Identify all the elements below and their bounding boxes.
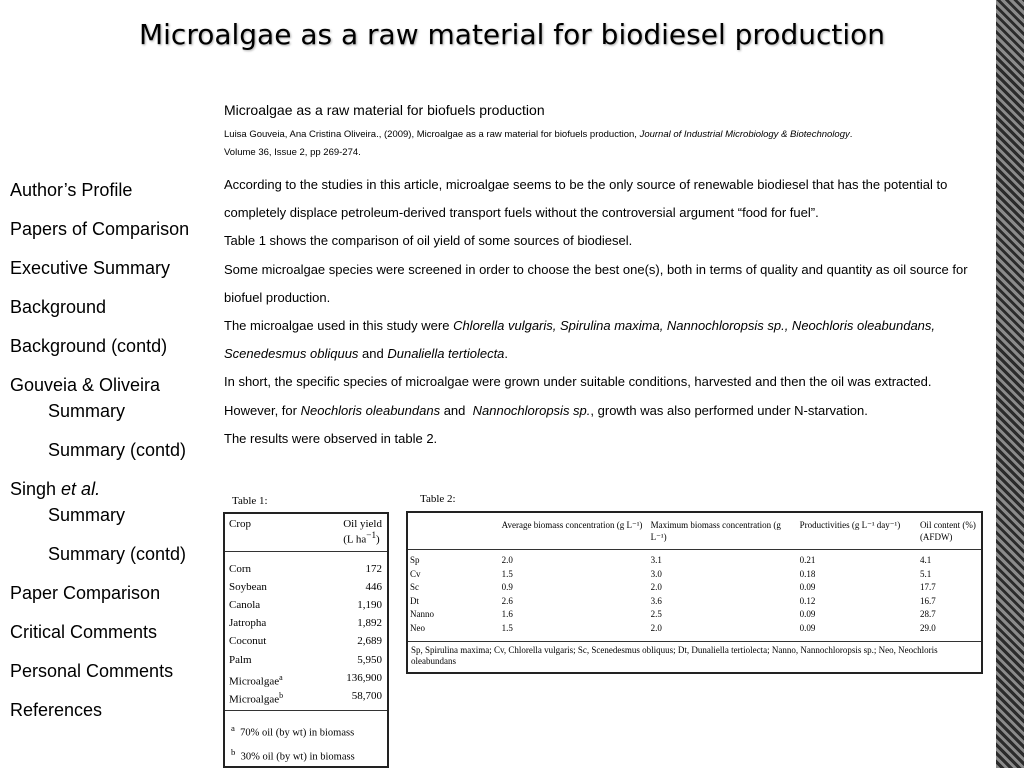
- nav-item-background-contd[interactable]: Background (contd): [10, 336, 168, 356]
- crop-cell: Corn: [229, 562, 251, 575]
- species-name: Neochloris oleabundans: [300, 402, 441, 418]
- nav-item-critical-comments[interactable]: Critical Comments: [10, 622, 158, 642]
- table-row: [225, 560, 387, 578]
- column-header: Maximum biomass concentration (g L⁻¹): [649, 513, 798, 550]
- paragraph: According to the studies in this article, microalgae seems to be the only source of renewable biodiesel that has the potential to completely displace petroleum-derived transport fuels without the controversial argument “food for fuel”.: [224, 177, 948, 221]
- table2-caption: Table 2:: [420, 493, 456, 505]
- nav-item-paper-comparison[interactable]: Paper Comparison: [10, 583, 161, 603]
- species-list: Chlorella vulgaris, Spirulina maxima, Nannochloropsis sp., Neochloris oleabundans, Scenedesmus obliquus: [224, 318, 936, 362]
- paragraph: In short, the specific species of microalgae were grown under suitable conditions, harvested and then the oil was extracted.: [224, 374, 932, 390]
- column-header: Average biomass concentration (g L⁻¹): [500, 513, 649, 550]
- text: The microalgae used in this study were: [224, 318, 454, 334]
- paragraph: Table 1 shows the comparison of oil yield of some sources of biodiesel.: [224, 233, 633, 249]
- table-body: [408, 550, 981, 636]
- table-cell: 5.1: [919, 568, 932, 579]
- slide-title: Microalgae as a raw material for biodiesel production: [138, 18, 885, 51]
- table-row: [225, 651, 387, 669]
- nav-item-references[interactable]: References: [10, 700, 103, 720]
- table-cell: 0.12: [799, 595, 816, 606]
- table-cell: Nanno: [410, 609, 434, 619]
- yield-cell: 2,689: [357, 635, 382, 648]
- nav-subitem-summary[interactable]: Summary: [48, 401, 126, 421]
- nav-item-summary-contd[interactable]: Summary (contd): [48, 544, 187, 564]
- table-row: [225, 614, 387, 632]
- crop-cell-wrap: [229, 687, 283, 705]
- table-cell: 3.6: [650, 595, 662, 606]
- footnote-mark: a: [231, 723, 235, 734]
- paper-title: Microalgae as a raw material for biofuels production: [224, 102, 545, 118]
- table-row: [408, 595, 981, 609]
- table-row: [408, 568, 981, 582]
- table-row: [408, 581, 981, 595]
- table1-caption: Table 1:: [232, 495, 268, 507]
- column-header-line: (L ha: [343, 533, 367, 546]
- citation-end: .: [849, 129, 853, 140]
- text: , growth was also performed under N-starvation.: [590, 402, 868, 418]
- table-cell: 28.7: [919, 609, 936, 619]
- nav-item-authors-profile[interactable]: Author’s Profile: [10, 180, 133, 200]
- species-name: Nannochloropsis sp.: [472, 402, 591, 418]
- column-header: Oil content (%) (AFDW): [918, 513, 981, 550]
- column-header: Crop: [229, 518, 251, 530]
- table-cell: 0.09: [799, 582, 816, 592]
- nav-label: Gouveia & Oliveira: [10, 375, 161, 395]
- table-row: [225, 596, 387, 614]
- biomass-table: [406, 511, 983, 674]
- superscript: a: [279, 672, 283, 682]
- crop-cell: Palm: [229, 653, 252, 666]
- nav-label-italic: et al.: [61, 479, 101, 499]
- yield-cell: 172: [365, 562, 382, 575]
- paragraph: Some microalgae species were screened in order to choose the best one(s), both in terms of quality and quantity as oil source for biofuel production.: [224, 261, 968, 305]
- table-cell: Sp: [410, 555, 420, 565]
- table-cell: 2.0: [501, 555, 513, 565]
- data-table: [408, 513, 981, 635]
- table-note: Sp, Spirulina maxima; Cv, Chlorella vulgaris; Sc, Scenedesmus obliquus; Dt, Dunaliella tertiolecta; Nanno, Nannochloropsis sp.; Neo, Neochloris oleabundans: [408, 641, 981, 670]
- nav-item-summary-contd[interactable]: Summary (contd): [48, 440, 187, 460]
- table-cell: Sc: [410, 582, 419, 592]
- column-header-line: Oil yield: [343, 518, 382, 530]
- yield-cell: 1,892: [357, 617, 382, 630]
- yield-cell: 446: [365, 580, 382, 593]
- footnote-text: 30% oil (by wt) in biomass: [240, 751, 355, 763]
- table-header-row: [408, 513, 981, 550]
- table-cell: 2.5: [650, 609, 662, 619]
- text: and: [358, 346, 388, 362]
- text: However, for: [224, 402, 301, 418]
- citation-journal: Journal of Industrial Microbiology & Biotechnology: [639, 129, 850, 140]
- footnote: [231, 743, 381, 767]
- citation: [224, 126, 984, 162]
- crop-cell: Microalgae: [229, 693, 280, 706]
- table-row: [225, 632, 387, 650]
- table-cell: 4.1: [919, 555, 932, 565]
- table-row: [408, 608, 981, 622]
- table-cell: Dt: [410, 595, 419, 606]
- table-body: [225, 560, 387, 712]
- paragraph: [224, 397, 984, 425]
- crop-cell: Canola: [229, 599, 261, 612]
- table-cell: 29.0: [919, 622, 936, 633]
- footnote-text: 70% oil (by wt) in biomass: [240, 727, 355, 739]
- nav-item-gouveia-oliveira[interactable]: [10, 375, 215, 421]
- table-row: [225, 578, 387, 596]
- crop-cell: Soybean: [229, 580, 267, 593]
- superscript: −1: [366, 530, 377, 540]
- yield-cell: 58,700: [351, 689, 382, 702]
- table-cell: 0.9: [501, 582, 513, 592]
- column-header-line: ): [376, 533, 380, 546]
- table-cell: 17.7: [919, 582, 936, 592]
- paragraph: [224, 312, 984, 368]
- crop-cell: Microalgae: [229, 675, 280, 688]
- species-name: Dunaliella tertiolecta: [387, 346, 505, 362]
- nav-item-background[interactable]: Background: [10, 297, 107, 317]
- table-row: [408, 622, 981, 636]
- table-cell: 3.1: [650, 555, 662, 565]
- nav-label: Singh: [10, 479, 62, 499]
- footnote: [231, 719, 381, 743]
- table-row: [225, 669, 387, 687]
- decorative-border: [992, 0, 1024, 768]
- text: .: [504, 346, 509, 362]
- table-cell: 2.0: [650, 582, 662, 592]
- nav-item-singh[interactable]: [10, 479, 215, 525]
- crop-cell: Jatropha: [229, 617, 267, 630]
- crop-cell-wrap: [229, 669, 283, 687]
- yield-cell: 5,950: [357, 653, 382, 666]
- table-cell: 1.5: [501, 622, 513, 633]
- oil-yield-table: [223, 512, 389, 768]
- nav-item-executive-summary[interactable]: Executive Summary: [10, 258, 171, 278]
- nav-item-papers-of-comparison[interactable]: Papers of Comparison: [10, 219, 190, 239]
- table-cell: 0.09: [799, 622, 816, 633]
- table-cell: 2.0: [650, 622, 662, 633]
- citation-text: Luisa Gouveia, Ana Cristina Oliveira., (2009), Microalgae as a raw material for biofuels production,: [224, 129, 640, 140]
- nav-subitem-summary[interactable]: Summary: [48, 505, 126, 525]
- body-text: [224, 171, 984, 453]
- table-cell: 1.6: [501, 609, 513, 619]
- table-cell: 0.09: [799, 609, 816, 619]
- table-footnotes: [225, 711, 387, 774]
- superscript: b: [279, 690, 284, 700]
- paragraph: The results were observed in table 2.: [224, 430, 438, 446]
- table-cell: 0.18: [799, 568, 816, 579]
- table-cell: Neo: [410, 622, 425, 633]
- yield-cell: 1,190: [357, 599, 382, 612]
- text: and: [440, 402, 473, 418]
- crop-cell: Coconut: [229, 635, 267, 648]
- table-cell: 1.5: [501, 568, 513, 579]
- table-cell: 3.0: [650, 568, 662, 579]
- table-row: [225, 687, 387, 705]
- column-header: Productivities (g L⁻¹ day⁻¹): [798, 513, 918, 550]
- table-cell: 0.21: [799, 555, 816, 565]
- yield-cell: 136,900: [346, 671, 382, 684]
- column-header: [343, 518, 382, 546]
- footnote-mark: b: [231, 746, 236, 757]
- table-cell: Cv: [410, 568, 421, 579]
- main-content: [224, 100, 984, 453]
- nav-item-personal-comments[interactable]: Personal Comments: [10, 661, 174, 681]
- citation-volume: Volume 36, Issue 2, pp 269-274.: [224, 147, 361, 158]
- sidebar-nav: [10, 180, 215, 739]
- table-row: [408, 550, 981, 568]
- table-header: [225, 514, 387, 552]
- column-header: [408, 513, 500, 550]
- table-cell: 2.6: [501, 595, 513, 606]
- table-cell: 16.7: [919, 595, 936, 606]
